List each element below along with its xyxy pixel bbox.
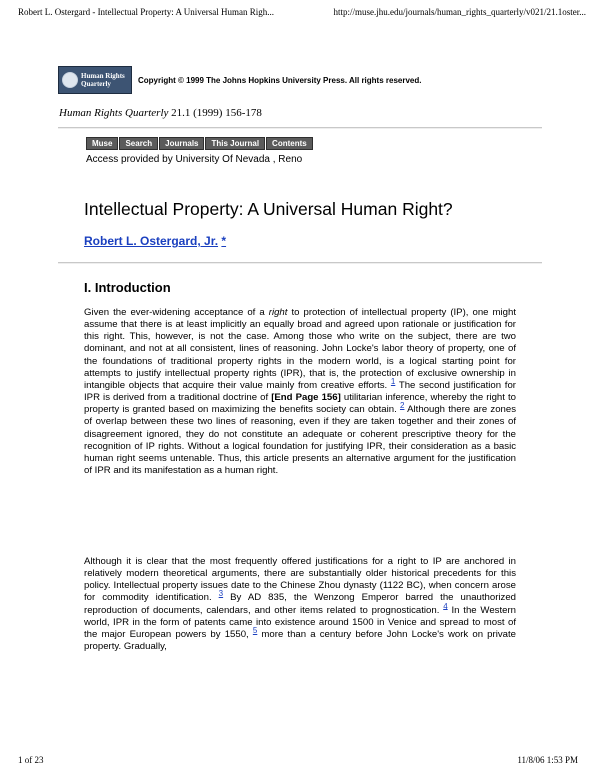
paragraph-1	[84, 307, 516, 477]
divider	[58, 262, 542, 264]
footnote-link[interactable]: 3	[218, 589, 224, 599]
issue-details: 21.1 (1999) 156-178	[168, 107, 262, 119]
seal-icon	[62, 72, 78, 88]
text-run: more than a century before John Locke's work on private property. Gradually,	[84, 628, 516, 653]
page-marker: [End Page 156]	[271, 392, 341, 404]
author-link[interactable]: Robert L. Ostergard, Jr.	[84, 234, 219, 248]
access-notice: Access provided by University Of Nevada , Reno	[86, 154, 303, 165]
text-run: Although it is clear that the most frequently offered justifications for a right to IP are anchored in relatively modern theoretical arguments, there are substantially older historical precedents for this policy. Intellectual property issues date to the Chinese Zhou dynasty (1122 BC), when concern arose for commodity identification.	[84, 556, 516, 604]
print-timestamp: 11/8/06 1:53 PM	[517, 755, 578, 765]
text-run: Given the ever-widening acceptance of a	[84, 307, 269, 318]
logo-text	[81, 72, 125, 88]
logo-line-2: Quarterly	[81, 80, 111, 88]
logo-line-1: Human Rights	[81, 72, 125, 80]
journal-name: Human Rights Quarterly	[59, 107, 169, 119]
footnote-link[interactable]: 4	[443, 601, 448, 611]
nav-this-journal-button[interactable]: This Journal	[205, 137, 265, 150]
text-run: to protection of intellectual property (IP), one might assume that there is at least implicitly an equally broad and agreed upon rationale or justification for this right. This, however, is not the case. Among those who write on the subject, there are two dominant, and not at all consistent, lines of reasoning. John Locke's labor theory of property, one of the foundations of traditional property rights in the modern world, is a logical starting point for attempts to justify intellectual property rights (IPR), that is, the protection of exclusive ownership in intangible objects that acquire their value mainly from creative efforts.	[84, 307, 516, 391]
footnote-link[interactable]: 5	[252, 625, 258, 635]
text-run: utilitarian inference, whereby the right to property is granted based on maximizing the benefits society can obtain.	[84, 392, 517, 416]
print-header	[18, 7, 586, 17]
text-run: The second justification for IPR is derived from a traditional doctrine of	[84, 379, 516, 404]
print-footer	[18, 755, 578, 765]
nav-muse-button[interactable]: Muse	[86, 137, 118, 150]
journal-citation	[59, 107, 262, 119]
footnote-link[interactable]: 2	[399, 401, 405, 411]
page-count: 1 of 23	[18, 755, 44, 765]
nav-journals-button[interactable]: Journals	[159, 137, 204, 150]
author-line	[84, 234, 226, 248]
text-run: In the Western world, IPR in the form of patents came into existence around 1500 in Venice and spread to most of the major European powers by 1550,	[84, 604, 516, 640]
divider	[58, 127, 542, 129]
journal-logo[interactable]	[58, 66, 132, 94]
copyright-notice: Copyright © 1999 The Johns Hopkins University Press. All rights reserved.	[138, 75, 422, 85]
print-header-url: http://muse.jhu.edu/journals/human_rights_quarterly/v021/21.1oster...	[333, 7, 586, 17]
emphasis: right	[268, 307, 288, 318]
article-title: Intellectual Property: A Universal Human Right?	[84, 199, 453, 219]
author-note-link[interactable]: *	[221, 234, 227, 248]
section-heading: I. Introduction	[84, 280, 171, 295]
nav-contents-button[interactable]: Contents	[266, 137, 313, 150]
paragraph-2	[84, 556, 516, 653]
text-run: By AD 835, the Wenzong Emperor barred the unauthorized reproduction of documents, calendars, and other items related to prognostication.	[84, 592, 516, 616]
print-header-title: Robert L. Ostergard - Intellectual Property: A Universal Human Righ...	[18, 7, 275, 17]
nav-search-button[interactable]: Search	[119, 137, 158, 150]
masthead	[58, 66, 421, 94]
text-run: Although there are zones of overlap between these two lines of reasoning, even if they are taken together and their zones of disagreement ignored, they do not constitute an adequate or coherent prescriptive theory for the recognition of IP rights. Without a logical foundation for justifying IPR, their consideration as a basic human right seems untenable. Thus, this article presents an alternative argument for the justification of IPR and its manifestation as a human right.	[84, 404, 517, 477]
nav-bar	[86, 137, 314, 150]
footnote-link[interactable]: 1	[390, 376, 396, 386]
